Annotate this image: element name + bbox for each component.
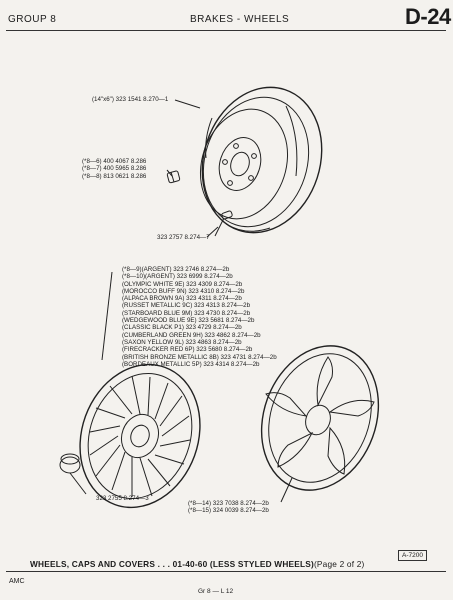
wheel-cap-part: (CUMBERLAND GREEN 9H) 323 4862 8.274—2b [122,331,261,339]
caption-page-note: (Page 2 of 2) [313,559,365,569]
lug-nut-part-list [82,158,146,180]
wheel-cover-part-list [188,500,269,515]
lug-nut-part-3: (*8—8) 813 0621 8.286 [82,172,147,180]
steel-wheel-drawing [184,72,340,249]
wheel-cap-part: (STARBOARD BLUE 9M) 323 4730 8.274—2b [122,309,251,317]
wheel-cap-part: (BRITISH BRONZE METALLIC 8B) 323 4731 8.274—2b [122,353,277,361]
wheel-cap-part: (OLYMPIC WHITE 9E) 323 4309 8.274—2b [122,280,243,288]
footer-rule [6,571,446,572]
wheel-cap-part: (SAXON YELLOW 9L) 323 4863 8.274—2b [122,338,242,346]
wheel-cap-part-list [122,266,277,368]
wheel-cover-part-2: (*8—15) 324 0039 8.274—2b [188,507,269,515]
brand-mark: AMC [9,578,25,585]
illustration-number: A-7200 [398,550,427,561]
wheel-cap-part: (WEDGEWOOD BLUE 9E) 323 5681 8.274—2b [122,317,255,325]
wheel-cap-part: (*8—10)(ARGENT) 323 6999 8.274—2b [122,273,233,281]
wheel-cap-part: (*8—9)(ARGENT) 323 2746 8.274—2b [122,266,230,273]
wheel-part-label: (14"x6") 323 1541 8.270—1 [92,96,169,103]
wheel-cap-part: (BORDEAUX METALLIC 5P) 323 4314 8.274—2b [122,360,260,368]
wheel-cap-part: (FIRECRACKER RED 6P) 323 5680 8.274—2b [122,346,253,354]
wheel-cap-part: (ALPACA BROWN 9A) 323 4311 8.274—2b [122,295,242,303]
valve-stem-drawing [215,210,233,236]
center-nut-drawing [60,454,86,494]
wheel-cover-part-1: (*8—14) 323 7038 8.274—2b [188,500,269,507]
lug-nut-part-1: (*8—6) 400 4067 8.286 [82,158,147,165]
valve-stem-part-label: 323 2757 8.274—7 [157,234,210,241]
page-code: D-24 [405,4,451,29]
group-heading: GROUP 8 [8,14,57,25]
section-title: BRAKES - WHEELS [190,14,290,25]
page-caption [30,559,365,569]
center-nut-part-label: 323 2755 8.274—3 [96,495,149,502]
caption-main: WHEELS, CAPS AND COVERS . . . 01-40-60 (LESS STYLED WHEELS) [30,559,314,569]
wheel-cap-part: (RUSSET METALLIC 9C) 323 4313 8.274—2b [122,302,251,310]
page-number: Gr 8 — L 12 [198,588,234,595]
wheel-cap-part: (CLASSIC BLACK P1) 323 4729 8.274—2b [122,324,242,332]
lug-nut-part-2: (*8—7) 400 5965 8.286 [82,165,147,173]
wheel-cap-part: (MOROCCO BUFF 9N) 323 4310 8.274—2b [122,287,245,295]
